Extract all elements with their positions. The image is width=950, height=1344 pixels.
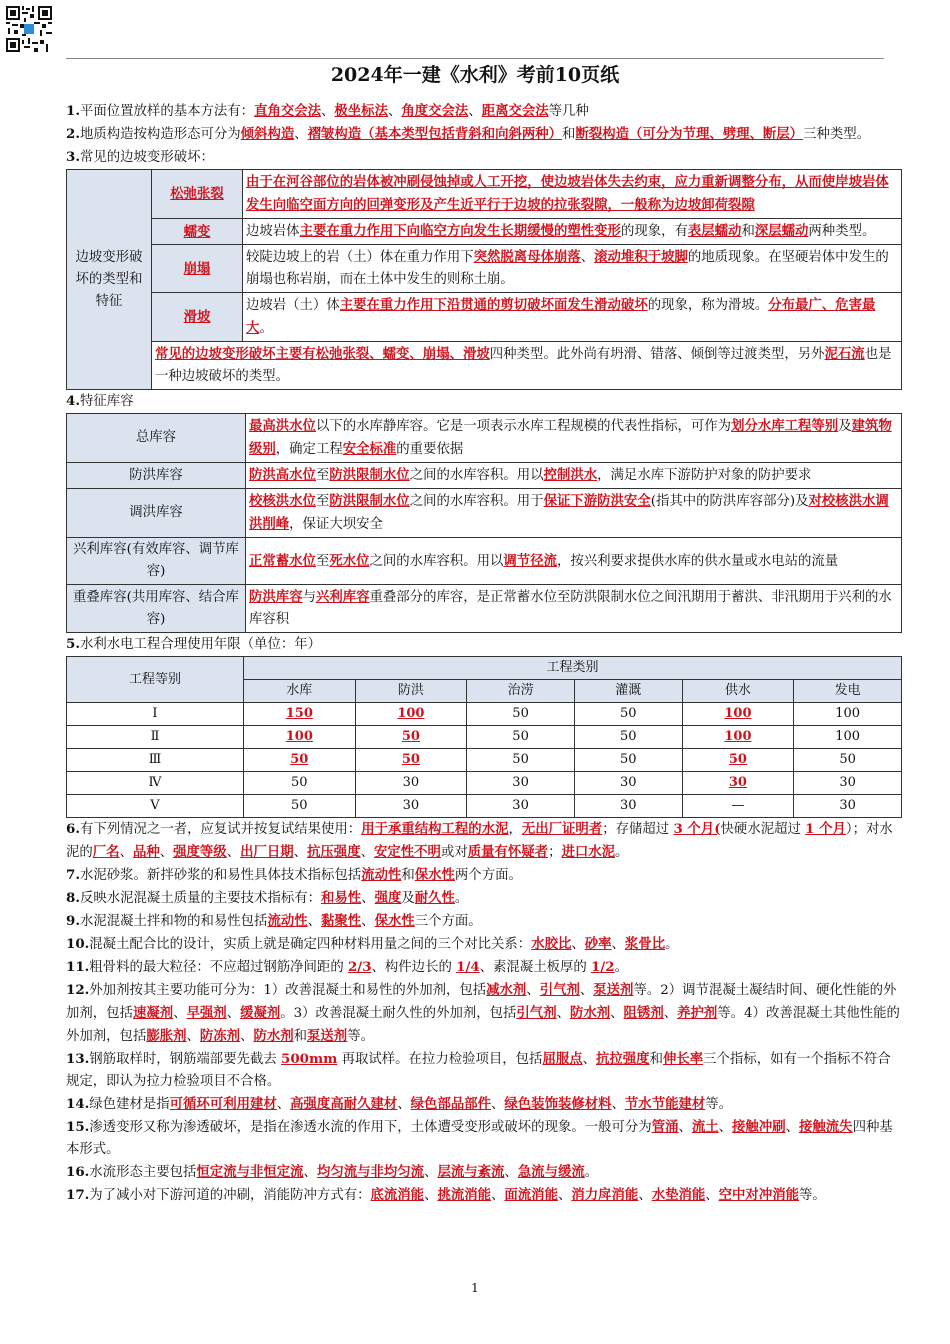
capacity-name: 总库容 <box>67 414 246 463</box>
item-2: 2.地质构造按构造形态可分为倾斜构造、褶皱构造（基本类型包括背斜和向斜两种）和断裂构造（可分为节理、劈理、断层）三种类型。 <box>66 126 871 142</box>
value-cell: 50 <box>574 703 682 726</box>
item-14: 14.绿色建材是指可循环可利用建材、高强度高耐久建材、绿色部品部件、绿色装饰装修材料、节水节能建材等。 <box>66 1096 733 1112</box>
value-cell: 100 <box>794 703 902 726</box>
table-row <box>67 489 902 538</box>
value-cell: 30 <box>794 772 902 795</box>
value-cell: 50 <box>355 749 467 772</box>
slope-type-desc: 较陡边坡上的岩（土）体在重力作用下突然脱离母体崩落、滚动堆积于坡脚的地质现象。在坚硬岩体中发生的崩塌也称岩崩，而在土体中发生的则称土崩。 <box>243 245 902 293</box>
value-cell: 50 <box>574 726 682 749</box>
document-body <box>66 100 902 1207</box>
slope-type-desc: 边坡岩体主要在重力作用下向临空方向发生长期缓慢的塑性变形的现象，有表层蠕动和深层蠕动两种类型。 <box>243 219 902 245</box>
table-row <box>67 726 902 749</box>
table-row <box>67 795 902 818</box>
slope-table-head: 边坡变形破坏的类型和特征 <box>67 170 152 390</box>
item-7: 7.水泥砂浆。新拌砂浆的和易性具体技术指标包括流动性和保水性两个方面。 <box>66 867 522 883</box>
value-cell: 50 <box>467 726 575 749</box>
slope-type-name: 松弛张裂 <box>152 170 243 219</box>
column-header: 防洪 <box>355 680 467 703</box>
slope-type-name: 滑坡 <box>152 293 243 342</box>
page-number: 1 <box>471 1281 479 1295</box>
value-cell: 100 <box>794 726 902 749</box>
value-cell: 50 <box>794 749 902 772</box>
slope-type-desc: 由于在河谷部位的岩体被冲刷侵蚀掉或人工开挖，使边坡岩体失去约束，应力重新调整分布，从而使岸坡岩体发生向临空面方向的回弹变形及产生近平行于边坡的拉张裂隙，一般称为边坡卸荷裂隙 <box>243 170 902 219</box>
value-cell: 50 <box>467 703 575 726</box>
capacity-desc: 防洪库容与兴利库容重叠部分的库容，是正常蓄水位至防洪限制水位之间汛期用于蓄洪、非汛期用于兴利的水库容积 <box>246 585 902 633</box>
capacity-desc: 最高洪水位以下的水库静库容。它是一项表示水库工程规模的代表性指标，可作为划分水库工程等别及建筑物级别，确定工程安全标准的重要依据 <box>246 414 902 463</box>
capacity-name: 防洪库容 <box>67 463 246 489</box>
item-11: 11.粗骨料的最大粒径：不应超过钢筋净间距的 2/3、构件边长的 1/4、素混凝土板厚的 1/2。 <box>66 959 628 975</box>
value-cell: — <box>682 795 794 818</box>
value-cell: 50 <box>244 795 356 818</box>
item-6: 6.有下列情况之一者，应复试并按复试结果使用：用于承重结构工程的水泥，无出厂证明者；存储超过 3 个月(快硬水泥超过 1 个月）；对水泥的厂名、品种、强度等级、出厂日期、抗压强度、安定性不明或对质量有怀疑者；进口水泥。 <box>66 821 893 860</box>
table-row <box>67 293 902 342</box>
grade-cell: Ⅲ <box>67 749 244 772</box>
header-rule <box>66 58 884 59</box>
value-cell: 100 <box>682 703 794 726</box>
item-4-label: 4.特征库容 <box>66 393 134 409</box>
table-row <box>67 463 902 489</box>
column-header: 灌溉 <box>574 680 682 703</box>
item-10: 10.混凝土配合比的设计，实质上就是确定四种材料用量之间的三个对比关系：水胶比、砂率、浆骨比。 <box>66 936 679 952</box>
item-13: 13.钢筋取样时，钢筋端部要先截去 500mm 再取试样。在拉力检验项目，包括屈服点、抗拉强度和伸长率三个指标，如有一个指标不符合规定，即认为拉力检验项目不合格。 <box>66 1051 891 1089</box>
grade-cell: Ⅱ <box>67 726 244 749</box>
table-row <box>67 170 902 219</box>
type-header: 工程类别 <box>244 657 902 680</box>
value-cell: 150 <box>244 703 356 726</box>
slope-summary: 常见的边坡变形破坏主要有松弛张裂、蠕变、崩塌、滑坡四种类型。此外尚有坍滑、错落、倾倒等过渡类型，另外泥石流也是一种边坡破坏的类型。 <box>152 342 902 390</box>
grade-cell: Ⅴ <box>67 795 244 818</box>
value-cell: 100 <box>355 703 467 726</box>
table-row <box>67 219 902 245</box>
qr-code-image <box>6 6 52 52</box>
slope-type-name: 崩塌 <box>152 245 243 293</box>
grade-header: 工程等别 <box>67 657 244 703</box>
capacity-desc: 校核洪水位至防洪限制水位之间的水库容积。用于保证下游防洪安全(指其中的防洪库容部分)及对校核洪水调洪削峰，保证大坝安全 <box>246 489 902 538</box>
table-row <box>67 245 902 293</box>
item-17: 17.为了减小对下游河道的冲刷，消能防冲方式有：底流消能、挑流消能、面流消能、消力戽消能、水垫消能、空中对冲消能等。 <box>66 1187 826 1203</box>
value-cell: 50 <box>574 749 682 772</box>
value-cell: 30 <box>467 795 575 818</box>
service-life-table <box>66 656 902 818</box>
capacity-name: 重叠库容(共用库容、结合库容) <box>67 585 246 633</box>
value-cell: 30 <box>574 795 682 818</box>
value-cell: 50 <box>467 749 575 772</box>
item-16: 16.水流形态主要包括恒定流与非恒定流、均匀流与非均匀流、层流与紊流、急流与缓流。 <box>66 1164 599 1180</box>
value-cell: 50 <box>244 772 356 795</box>
grade-cell: Ⅰ <box>67 703 244 726</box>
table-row <box>67 772 902 795</box>
item-8: 8.反映水泥混凝土质量的主要技术指标有：和易性、强度及耐久性。 <box>66 890 469 906</box>
items-6-17 <box>66 818 902 1207</box>
reservoir-capacity-table <box>66 413 902 633</box>
value-cell: 100 <box>244 726 356 749</box>
slope-type-desc: 边坡岩（土）体主要在重力作用下沿贯通的剪切破坏面发生滑动破坏的现象，称为滑坡。分布最广、危害最大。 <box>243 293 902 342</box>
item-15: 15.渗透变形又称为渗透破坏，是指在渗透水流的作用下，土体遭受变形或破坏的现象。一般可分为管涌、流土、接触冲刷、接触流失四种基本形式。 <box>66 1119 893 1157</box>
value-cell: 30 <box>355 795 467 818</box>
slope-failure-table <box>66 169 902 390</box>
table-header-row <box>67 657 902 680</box>
item-3-label: 3.常见的边坡变形破坏： <box>66 149 214 165</box>
item-9: 9.水泥混凝土拌和物的和易性包括流动性、黏聚性、保水性三个方面。 <box>66 913 482 929</box>
capacity-desc: 正常蓄水位至死水位之间的水库容积。用以调节径流，按兴利要求提供水库的供水量或水电站的流量 <box>246 538 902 585</box>
table-row <box>67 749 902 772</box>
capacity-desc: 防洪高水位至防洪限制水位之间的水库容积。用以控制洪水，满足水库下游防护对象的防护要求 <box>246 463 902 489</box>
column-header: 水库 <box>244 680 356 703</box>
table-row <box>67 703 902 726</box>
slope-type-name: 蠕变 <box>152 219 243 245</box>
value-cell: 30 <box>355 772 467 795</box>
item-1: 1.平面位置放样的基本方法有：直角交会法、极坐标法、角度交会法、距离交会法等几种 <box>66 103 589 119</box>
value-cell: 30 <box>574 772 682 795</box>
table-row <box>67 538 902 585</box>
grade-cell: Ⅳ <box>67 772 244 795</box>
value-cell: 50 <box>244 749 356 772</box>
value-cell: 100 <box>682 726 794 749</box>
column-header: 治涝 <box>467 680 575 703</box>
value-cell: 30 <box>794 795 902 818</box>
capacity-name: 兴利库容(有效库容、调节库容) <box>67 538 246 585</box>
page-title: 2024年一建《水利》考前10页纸 <box>330 64 620 86</box>
value-cell: 50 <box>355 726 467 749</box>
table-row <box>67 585 902 633</box>
item-5-label: 5.水利水电工程合理使用年限（单位：年） <box>66 636 322 652</box>
value-cell: 50 <box>682 749 794 772</box>
column-header: 发电 <box>794 680 902 703</box>
item-12: 12.外加剂按其主要功能可分为：1）改善混凝土和易性的外加剂，包括减水剂、引气剂、泵送剂等。2）调节混凝土凝结时间、硬化性能的外加剂，包括速凝剂、早强剂、缓凝剂。3）改善混凝土耐久性的外加剂，包括引气剂、防水剂、阻锈剂、养护剂等。4）改善混凝土其他性能的外加剂，包括膨胀剂、防冻剂、防水剂和泵送剂等。 <box>66 982 900 1044</box>
capacity-name: 调洪库容 <box>67 489 246 538</box>
table-row <box>67 342 902 390</box>
table-row <box>67 414 902 463</box>
column-header: 供水 <box>682 680 794 703</box>
value-cell: 30 <box>467 772 575 795</box>
value-cell: 30 <box>682 772 794 795</box>
